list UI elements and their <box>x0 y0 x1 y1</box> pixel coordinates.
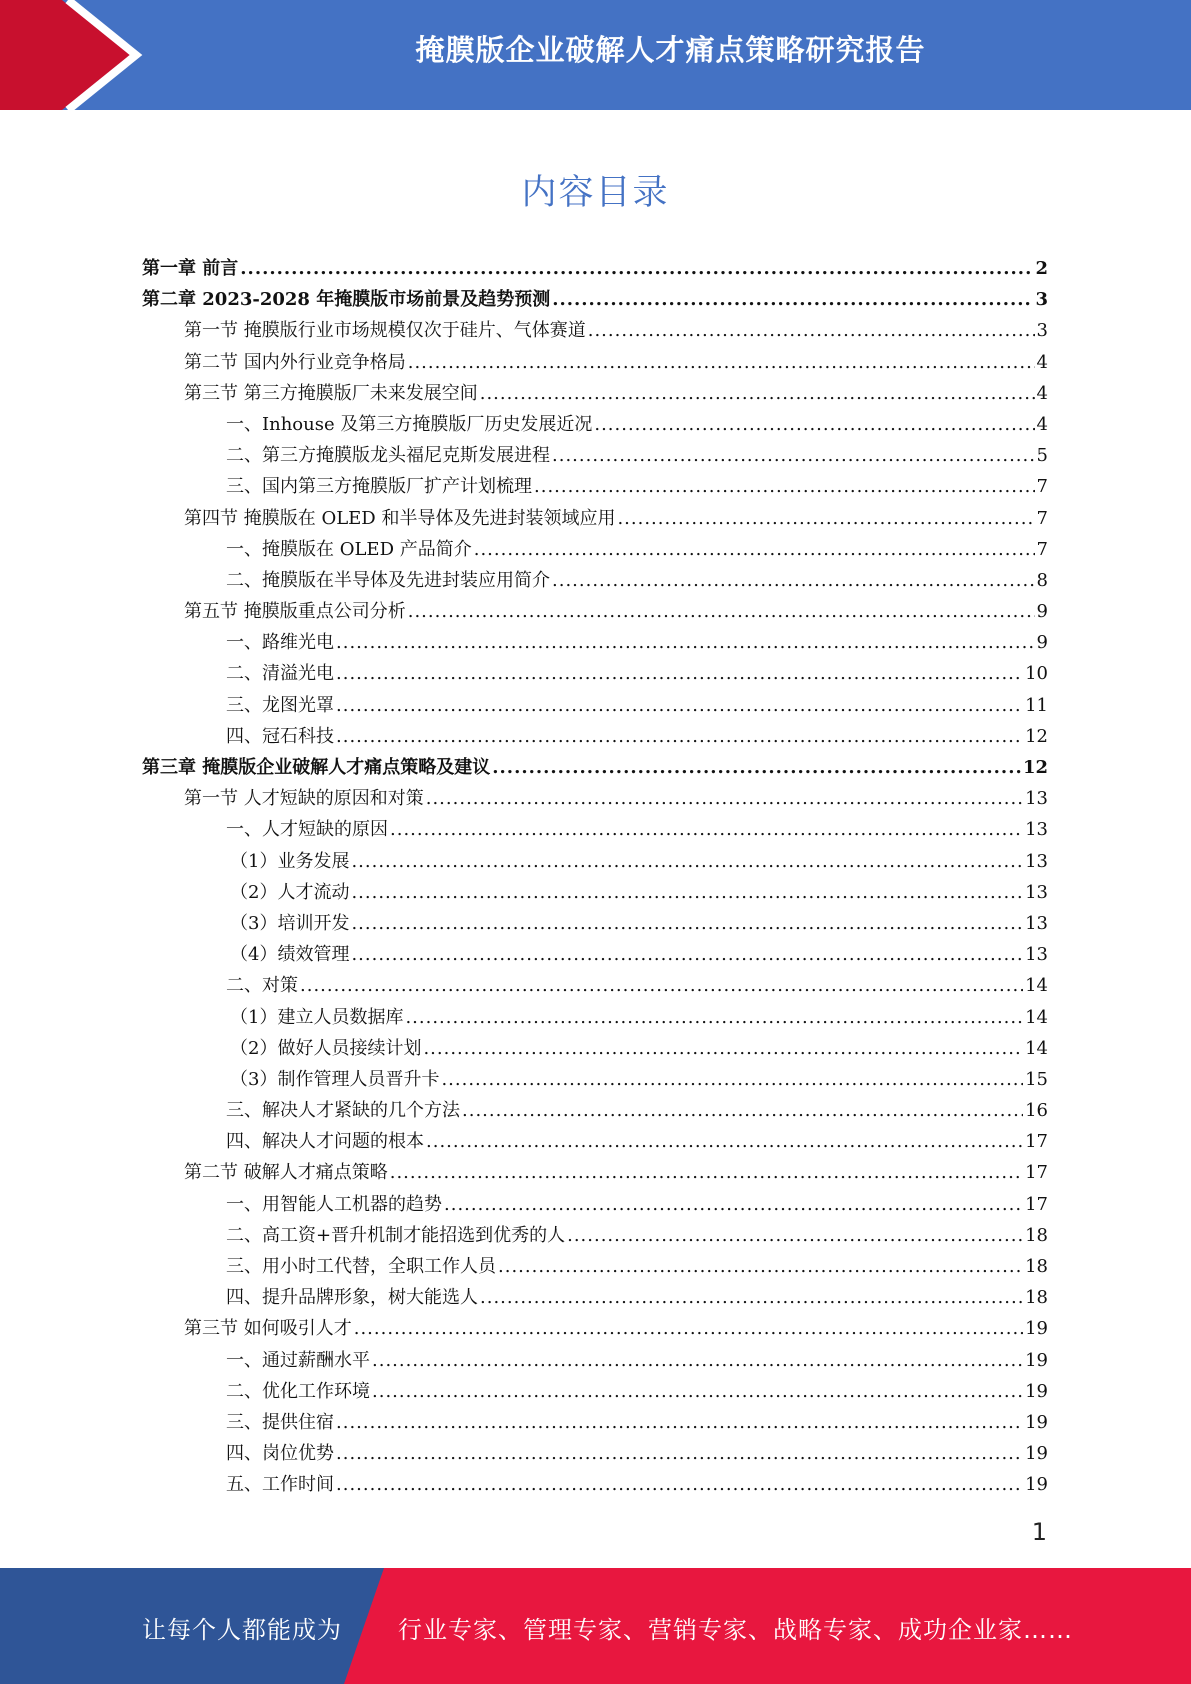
toc-entry[interactable] <box>142 752 1048 783</box>
toc-entry-label: 第三节 第三方掩膜版厂未来发展空间 <box>184 382 478 404</box>
toc-entry-page: 2 <box>1035 258 1048 279</box>
toc-entry-label: （1）建立人员数据库 <box>230 1006 404 1028</box>
toc-dot-leader <box>480 1282 1023 1313</box>
toc-entry-label: （2）人才流动 <box>230 881 350 903</box>
toc-entry-page: 12 <box>1025 725 1048 747</box>
toc-entry[interactable] <box>142 1251 1048 1282</box>
toc-entry[interactable] <box>142 1282 1048 1313</box>
toc-dot-leader <box>474 534 1035 565</box>
toc-entry[interactable] <box>142 1189 1048 1220</box>
toc-entry-label: 三、解决人才紧缺的几个方法 <box>226 1100 460 1122</box>
toc-entry[interactable] <box>142 939 1048 970</box>
toc-entry[interactable] <box>142 284 1048 315</box>
toc-entry-label: 第一节 人才短缺的原因和对策 <box>184 788 424 810</box>
toc-entry[interactable] <box>142 1313 1048 1344</box>
toc-dot-leader <box>567 1220 1023 1251</box>
page-number: 1 <box>1031 1518 1047 1546</box>
toc-dot-leader <box>552 284 1033 315</box>
toc-entry-page: 3 <box>1036 320 1048 342</box>
toc-entry[interactable] <box>142 1002 1048 1033</box>
toc-dot-leader <box>462 1095 1023 1126</box>
toc-entry-page: 3 <box>1035 289 1048 311</box>
toc-dot-leader <box>444 1189 1023 1220</box>
toc-entry-label: 二、第三方掩膜版龙头福尼克斯发展进程 <box>226 445 550 467</box>
toc-entry[interactable] <box>142 877 1048 908</box>
toc-entry-label: 一、用智能人工机器的趋势 <box>226 1193 442 1215</box>
toc-dot-leader <box>390 814 1023 845</box>
toc-dot-leader <box>336 658 1023 689</box>
toc-entry-label: 三、提供住宿 <box>226 1411 334 1433</box>
toc-entry-page: 19 <box>1025 1380 1048 1402</box>
toc-entry-page: 7 <box>1036 507 1048 529</box>
toc-entry[interactable] <box>142 315 1048 346</box>
toc-dot-leader <box>408 596 1035 627</box>
toc-entry-page: 14 <box>1025 1037 1048 1059</box>
toc-dot-leader <box>336 721 1023 752</box>
toc-entry-page: 4 <box>1036 413 1048 435</box>
toc-entry[interactable] <box>142 1376 1048 1407</box>
toc-entry-label: 第二节 国内外行业竞争格局 <box>184 351 406 373</box>
toc-dot-leader <box>390 1157 1023 1188</box>
toc-entry-label: 第一节 掩膜版行业市场规模仅次于硅片、气体赛道 <box>184 320 586 342</box>
toc-dot-leader <box>441 1064 1023 1095</box>
toc-entry-label: 四、提升品牌形象，树大能选人 <box>226 1287 478 1309</box>
toc-entry-page: 19 <box>1025 1411 1048 1433</box>
toc-dot-leader <box>534 471 1035 502</box>
toc-entry-label: （4）绩效管理 <box>230 944 350 966</box>
toc-dot-leader <box>372 1376 1023 1407</box>
toc-entry-label: 二、清溢光电 <box>226 663 334 685</box>
toc-dot-leader <box>426 783 1023 814</box>
toc-entry-page: 4 <box>1036 382 1048 404</box>
toc-entry-label: 一、Inhouse 及第三方掩膜版厂历史发展近况 <box>226 413 593 435</box>
toc-entry[interactable] <box>142 1438 1048 1469</box>
toc-entry-label: 第四节 掩膜版在 OLED 和半导体及先进封装领域应用 <box>184 507 616 529</box>
toc-entry[interactable] <box>142 1064 1048 1095</box>
header-title: 掩膜版企业破解人才痛点策略研究报告 <box>415 33 926 67</box>
toc-entry-page: 17 <box>1025 1193 1048 1215</box>
toc-entry-page: 18 <box>1025 1256 1048 1277</box>
toc-entry-page: 14 <box>1025 975 1048 997</box>
toc-dot-leader <box>480 378 1035 409</box>
toc-entry[interactable] <box>142 970 1048 1001</box>
toc-entry[interactable] <box>142 1220 1048 1251</box>
toc-entry-page: 18 <box>1025 1287 1048 1309</box>
toc-entry-page: 13 <box>1025 850 1048 872</box>
toc-dot-leader <box>354 1313 1023 1344</box>
toc-dot-leader <box>300 970 1023 1001</box>
toc-entry-page: 17 <box>1025 1162 1048 1184</box>
toc-entry[interactable] <box>142 471 1048 502</box>
toc-entry-label: 二、优化工作环境 <box>226 1380 370 1402</box>
toc-entry-page: 19 <box>1025 1318 1048 1340</box>
toc-entry[interactable] <box>142 409 1048 440</box>
toc-entry[interactable] <box>142 627 1048 658</box>
toc-entry[interactable] <box>142 783 1048 814</box>
toc-entry-page: 10 <box>1025 663 1048 685</box>
toc-entry-label: （3）制作管理人员晋升卡 <box>230 1068 440 1090</box>
page-footer <box>0 1568 1191 1684</box>
toc-entry-page: 7 <box>1036 476 1048 498</box>
toc-entry-page: 19 <box>1025 1474 1048 1496</box>
toc-dot-leader <box>426 1126 1023 1157</box>
toc-dot-leader <box>552 565 1035 596</box>
toc-dot-leader <box>351 939 1023 970</box>
toc-entry-label: 四、解决人才问题的根本 <box>226 1131 424 1153</box>
toc-entry-page: 13 <box>1025 912 1048 934</box>
toc-dot-leader <box>372 1345 1023 1376</box>
toc-entry[interactable] <box>142 253 1048 284</box>
toc-entry-page: 8 <box>1036 569 1048 591</box>
toc-dot-leader <box>351 846 1023 877</box>
footer-slogan-right: 行业专家、管理专家、营销专家、战略专家、成功企业家…… <box>398 1616 1073 1644</box>
toc-entry-label: 三、用小时工代替，全职工作人员 <box>226 1256 496 1277</box>
toc-entry[interactable] <box>142 908 1048 939</box>
toc-entry[interactable] <box>142 1157 1048 1188</box>
toc-dot-leader <box>617 503 1034 534</box>
toc-dot-leader <box>336 627 1035 658</box>
toc-entry[interactable] <box>142 721 1048 752</box>
toc-entry-page: 19 <box>1025 1349 1048 1371</box>
footer-slogan-left: 让每个人都能成为 <box>142 1616 342 1644</box>
toc-entry-label: （2）做好人员接续计划 <box>230 1037 422 1059</box>
toc-entry-page: 13 <box>1025 788 1048 810</box>
toc-dot-leader <box>351 877 1023 908</box>
toc-entry-page: 7 <box>1036 538 1048 560</box>
red-arrow-shape <box>0 0 130 110</box>
toc-dot-leader <box>240 253 1033 284</box>
toc-entry[interactable] <box>142 1345 1048 1376</box>
toc-entry-page: 5 <box>1036 445 1048 467</box>
toc-entry-page: 18 <box>1025 1224 1048 1246</box>
toc-dot-leader <box>336 1407 1023 1438</box>
toc-entry[interactable] <box>142 596 1048 627</box>
toc-dot-leader <box>594 409 1034 440</box>
toc-entry[interactable] <box>142 690 1048 721</box>
toc-dot-leader <box>588 315 1035 346</box>
toc-entry[interactable] <box>142 378 1048 409</box>
toc-entry-label: 第三章 掩膜版企业破解人才痛点策略及建议 <box>142 757 491 778</box>
toc-entry[interactable] <box>142 440 1048 471</box>
toc-entry[interactable] <box>142 658 1048 689</box>
toc-entry[interactable] <box>142 814 1048 845</box>
toc-dot-leader <box>408 347 1035 378</box>
toc-title: 内容目录 <box>521 173 670 213</box>
toc-dot-leader <box>336 1438 1023 1469</box>
toc-entry-label: 四、冠石科技 <box>226 725 334 747</box>
toc-entry-label: 一、人才短缺的原因 <box>226 819 388 841</box>
toc-entry-label: 第二节 破解人才痛点策略 <box>184 1162 388 1184</box>
toc-entry[interactable] <box>142 1126 1048 1157</box>
toc-entry-label: 二、对策 <box>226 975 298 997</box>
toc-entry[interactable] <box>142 565 1048 596</box>
toc-entry-label: 第三节 如何吸引人才 <box>184 1318 352 1340</box>
toc-entry-label: 一、路维光电 <box>226 632 334 654</box>
toc-dot-leader <box>552 440 1035 471</box>
toc-entry-page: 12 <box>1022 757 1048 778</box>
toc-entry-label: 四、岗位优势 <box>226 1443 334 1465</box>
toc-dot-leader <box>336 1469 1023 1500</box>
toc-entry-page: 17 <box>1025 1131 1048 1153</box>
table-of-contents <box>142 253 1048 1501</box>
toc-entry[interactable] <box>142 846 1048 877</box>
toc-dot-leader <box>423 1033 1023 1064</box>
toc-dot-leader <box>351 908 1023 939</box>
toc-entry-page: 15 <box>1025 1068 1048 1090</box>
toc-entry-label: 二、掩膜版在半导体及先进封装应用简介 <box>226 569 550 591</box>
toc-entry-label: 一、通过薪酬水平 <box>226 1349 370 1371</box>
toc-entry-page: 13 <box>1025 881 1048 903</box>
toc-entry-label: （3）培训开发 <box>230 912 350 934</box>
toc-entry-page: 4 <box>1036 351 1048 373</box>
toc-entry[interactable] <box>142 534 1048 565</box>
toc-entry[interactable] <box>142 503 1048 534</box>
toc-entry-page: 13 <box>1025 944 1048 966</box>
toc-entry-page: 19 <box>1025 1443 1048 1465</box>
toc-entry-label: 第五节 掩膜版重点公司分析 <box>184 601 406 623</box>
toc-entry[interactable] <box>142 1469 1048 1500</box>
toc-entry-label: 一、掩膜版在 OLED 产品简介 <box>226 538 472 560</box>
toc-entry-page: 16 <box>1025 1100 1048 1122</box>
toc-entry-label: 三、龙图光罩 <box>226 694 334 716</box>
page-header <box>0 0 1191 110</box>
toc-entry-label: 第二章 2023-2028 年掩膜版市场前景及趋势预测 <box>142 289 551 311</box>
toc-entry-label: 五、工作时间 <box>226 1474 334 1496</box>
toc-entry-page: 9 <box>1036 601 1048 623</box>
toc-dot-leader <box>405 1002 1023 1033</box>
toc-entry-label: （1）业务发展 <box>230 850 350 872</box>
toc-dot-leader <box>492 752 1021 783</box>
toc-entry-page: 9 <box>1036 632 1048 654</box>
toc-entry-page: 13 <box>1025 819 1048 841</box>
toc-entry-label: 二、高工资+晋升机制才能招选到优秀的人 <box>226 1224 566 1246</box>
toc-dot-leader <box>498 1251 1023 1282</box>
toc-entry-label: 第一章 前言 <box>142 258 239 279</box>
toc-entry-page: 14 <box>1025 1006 1048 1028</box>
toc-entry[interactable] <box>142 1095 1048 1126</box>
toc-entry-label: 三、国内第三方掩膜版厂扩产计划梳理 <box>226 476 532 498</box>
toc-entry[interactable] <box>142 347 1048 378</box>
toc-entry[interactable] <box>142 1407 1048 1438</box>
toc-entry-page: 11 <box>1025 694 1048 716</box>
toc-entry[interactable] <box>142 1033 1048 1064</box>
toc-dot-leader <box>336 690 1023 721</box>
